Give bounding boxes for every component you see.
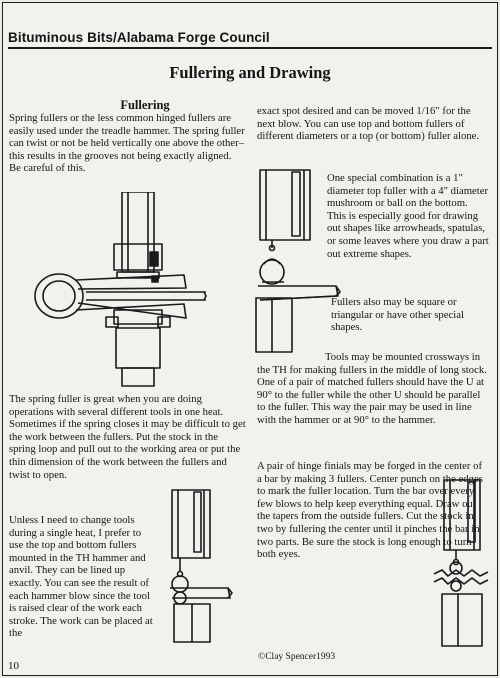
paragraph-spring-fuller: The spring fuller is great when you are doing operations with several different tools in one heat. Sometimes if the spring closes it may be difficult to get the work between the fullers. Put the stock in the spring loop and pull out to the working area or put the thin dimension of the work between the fullers and twist to open. <box>9 393 246 481</box>
article-title: Fullering and Drawing <box>169 63 331 82</box>
paragraph-hinge-finials: A pair of hinge finials may be forged in the center of a bar by making 3 fullers. Center punch on the edges to mark the fuller location. Turn the bar over every few blows to help keep everything equal. Draw out the tapers from the outside fullers. Cut the stock in two by fullering the center until it pinches the bar in two parts. Be sure the stock is long enough to turn both eyes. <box>257 460 483 561</box>
paragraph-intro: Spring fullers or the less common hinged fullers are easily used under the treadle hammer. The spring fuller can twist or not be held vertically one above the other–this results in the grooves not being exactly aligned. Be careful of this. <box>9 112 245 175</box>
page-number: 10 <box>8 660 19 672</box>
section-subheading: Fullering <box>120 98 170 112</box>
copyright-credit: ©Clay Spencer1993 <box>258 652 336 662</box>
paragraph-crossways-tools: Tools may be mounted crossways in the TH for making fullers in the middle of long stock. One of a pair of matched fullers should have the U at 90° to the fuller while the other U should be parallel to the fuller. This way the pair may be used in line with the hammer or at 90° to the hammer. <box>257 351 487 426</box>
paragraph-continued: exact spot desired and can be moved 1/16" for the next blow. You can use top and bottom fullers of different diameters or a top (or bottom) fuller alone. <box>257 105 480 143</box>
paragraph-special-combination: One special combination is a 1" diameter top fuller with a 4" diameter mushroom or ball on the bottom. This is especially good for drawing out shapes like arrowheads, spatulas, or some leaves where you draw a part out extreme shapes. <box>327 172 489 260</box>
spring-fuller-illustration <box>34 192 214 388</box>
paragraph-change-tools: Unless I need to change tools during a single heat, I prefer to use the top and bottom fullers mounted in the TH hammer and anvil. They can be lined up exactly. You can see the result of each hammer blow since the tool is raised clear of the work each stroke. The work can be placed at the <box>9 514 153 640</box>
hinge-finial-illustration <box>432 478 494 650</box>
publication-header: Bituminous Bits/Alabama Forge Council <box>8 30 270 45</box>
top-fuller-mushroom-illustration <box>252 168 344 354</box>
paragraph-square-fullers: Fullers also may be square or triangular or have other special shapes. <box>331 296 464 334</box>
th-mounted-fullers-illustration <box>166 488 246 644</box>
header-rule <box>8 47 492 49</box>
